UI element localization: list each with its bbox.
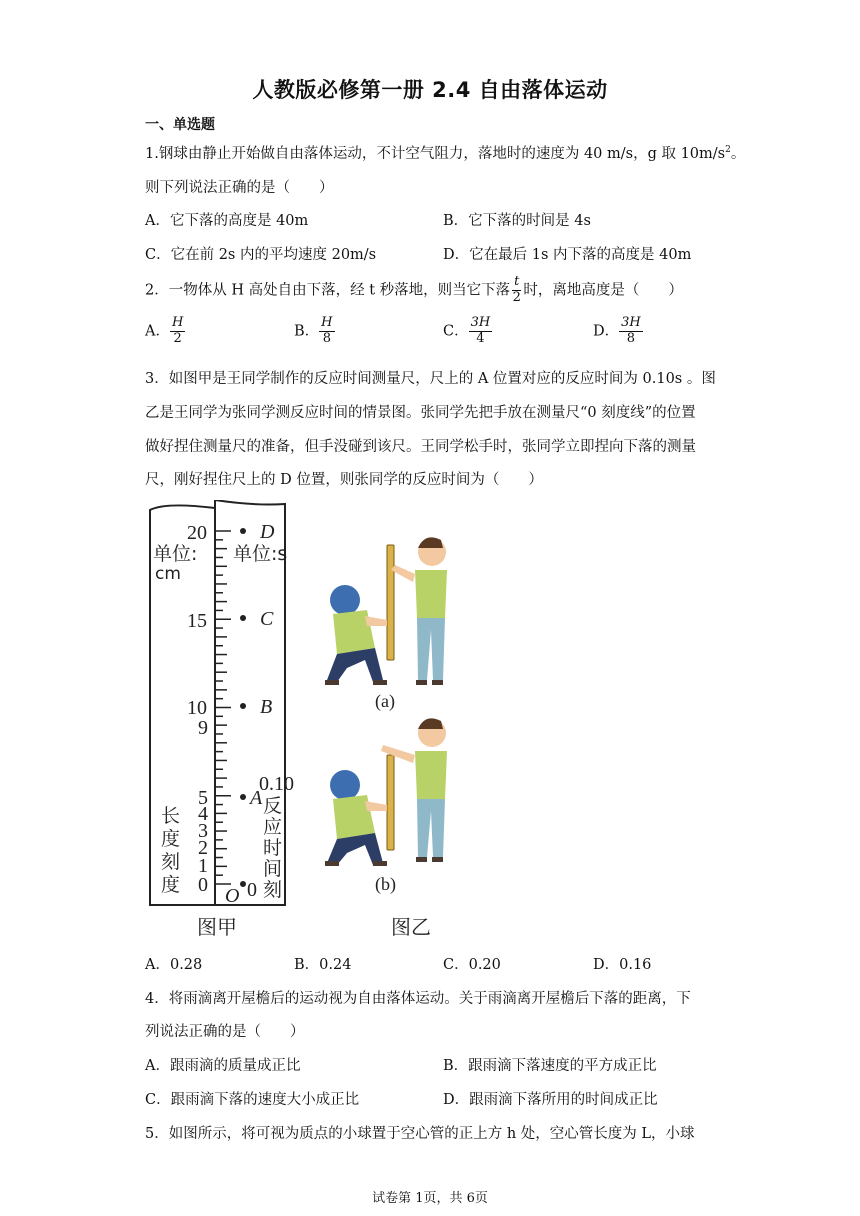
right-vlabel-3: 时 [263, 837, 283, 859]
scene-b-illustration [325, 718, 447, 866]
caption-b: (b) [375, 874, 396, 894]
q3-option-b: B．0.24 [294, 957, 352, 973]
left-vlabel-1: 长 [161, 805, 181, 827]
left-vlabel-4: 度 [161, 874, 181, 896]
tick-label-3: 3 [198, 820, 208, 842]
q3-stem-line3: 做好捏住测量尺的准备，但手没碰到该尺。王同学松手时，张同学立即捏向下落的测量 [145, 439, 696, 455]
tick-label-2: 2 [198, 837, 208, 859]
q1-stem-line1: 1.钢球由静止开始做自由落体运动，不计空气阻力，落地时的速度为 40 m/s，g 取 $10m/s^2$。 [145, 145, 746, 162]
page-title: 人教版必修第一册 2.4 自由落体运动 [252, 78, 608, 102]
left-vlabel-2: 度 [161, 828, 181, 850]
q4-stem-line2: 列说法正确的是（ ） [145, 1024, 305, 1040]
left-vlabel-3: 刻 [161, 851, 181, 873]
a-time-label: 0.10 [259, 773, 294, 795]
right-vlabel-5: 刻 [263, 879, 283, 901]
q3-stem-line1: 3．如图甲是王同学制作的反应时间测量尺，尺上的 A 位置对应的反应时间为 0.10s 。图 [145, 371, 716, 387]
point-d-label: D [260, 521, 275, 543]
right-vlabel-2: 应 [263, 816, 283, 838]
point-a-label: A [250, 787, 263, 809]
q2-option-b: B． $\frac{H}{8}$ [294, 315, 333, 346]
tick-label-4: 4 [198, 803, 208, 825]
q3-option-a: A．0.28 [145, 957, 203, 973]
tick-label-9: 9 [198, 717, 208, 739]
point-c-label: C [260, 608, 274, 630]
q1-option-b: B．它下落的时间是 4s [443, 213, 591, 229]
unit-label-cm: cm [155, 564, 181, 584]
q2-stem: 2．一物体从 H 高处自由下落，经 t 秒落地，则当它下落 $\frac{t}{2}$ 时，离地高度是（ ） [145, 274, 683, 305]
point-o-label: O [225, 885, 240, 907]
q3-option-d: D．0.16 [593, 957, 652, 973]
zero-time-label: 0 [247, 879, 257, 901]
page-footer: 试卷第 1页，共 6页 [372, 1191, 488, 1206]
scene-a-illustration [325, 537, 447, 685]
tick-label-0: 0 [198, 874, 208, 896]
unit-label-right: 单位:s [233, 543, 288, 565]
figure-jia-caption: 图甲 [197, 915, 237, 939]
caption-a: (a) [375, 691, 395, 711]
tick-label-10: 10 [187, 697, 207, 719]
figure-yi-caption: 图乙 [391, 915, 431, 939]
q2-option-d: D． $\frac{3H}{8}$ [593, 315, 641, 346]
q4-option-a: A．跟雨滴的质量成正比 [145, 1058, 301, 1074]
q4-option-c: C．跟雨滴下落的速度大小成正比 [145, 1092, 360, 1108]
q3-option-c: C．0.20 [443, 957, 501, 973]
q1-option-d: D．它在最后 1s 内下落的高度是 40m [443, 247, 692, 263]
q2-option-c: C． $\frac{3H}{4}$ [443, 315, 491, 346]
tick-label-15: 15 [187, 610, 207, 632]
tick-label-20: 20 [187, 522, 207, 544]
tick-label-1: 1 [198, 855, 208, 877]
unit-label-left: 单位: [153, 543, 198, 565]
point-b-label: B [260, 696, 273, 718]
q4-option-d: D．跟雨滴下落所用的时间成正比 [443, 1092, 658, 1108]
q3-stem-line2: 乙是王同学为张同学测反应时间的情景图。张同学先把手放在测量尺“0 刻度线”的位置 [145, 405, 696, 421]
q4-stem-line1: 4．将雨滴离开屋檐后的运动视为自由落体运动。关于雨滴离开屋檐后下落的距离，下 [145, 991, 691, 1007]
right-vlabel-4: 间 [263, 858, 283, 880]
q3-stem-line4: 尺，刚好捏住尺上的 D 位置，则张同学的反应时间为（ ） [145, 472, 543, 488]
q1-stem-line2: 则下列说法正确的是（ ） [145, 180, 334, 196]
q3-figure [145, 500, 485, 945]
section-heading: 一、单选题 [145, 117, 215, 133]
q4-option-b: B．跟雨滴下落速度的平方成正比 [443, 1058, 657, 1074]
q2-option-a: A． $\frac{H}{2}$ [145, 315, 184, 346]
q5-stem-line1: 5．如图所示，将可视为质点的小球置于空心管的正上方 h 处，空心管长度为 L，小球 [145, 1126, 695, 1142]
tick-label-5: 5 [198, 787, 208, 809]
q1-option-c: C．它在前 2s 内的平均速度 20m/s [145, 247, 377, 263]
q1-option-a: A．它下落的高度是 40m [145, 213, 309, 229]
right-vlabel-1: 反 [263, 795, 283, 817]
